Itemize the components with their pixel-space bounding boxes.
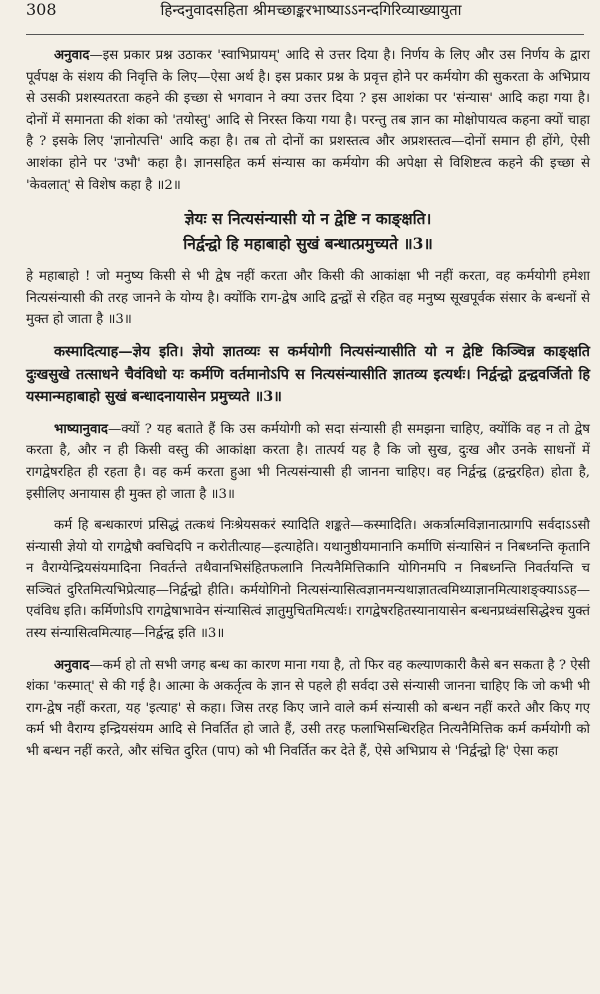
anuvad-2-text: —कर्म हो तो सभी जगह बन्ध का कारण माना गया है, तो फिर वह कल्याणकारी कैसे बन सकता है ? ऐसी शंका 'कस्मात्' से की गई है। आत्मा के अकर्तृत्व के ज्ञान से पहले ही सर्वदा उसे संन्यासी जानना चाहिए कि जो कभी भी राग-द्वेष नहीं करता, यह 'इत्याह' से कहा। जिस तरह किए जाने वाले कर्म संन्यासी को बन्धन नहीं करते और किए गए कर्म भी वैराग्य इन्द्रियसंयम आदि से निवर्तित हो जाते हैं, उसी तरह फलाभिसन्धिरहित नित्यनैमित्तिक कर्म कर्मयोगी को भी बन्धन नहीं करते, और संचित दुरित (पाप) को भी निवर्तित कर देते हैं, ऐसे अभिप्राय से 'निर्द्वन्द्वो हि' ऐसा कहा — [26, 657, 590, 760]
bhashyanuvad-text: —क्यों ? यह बताते हैं कि उस कर्मयोगी को सदा संन्यासी ही समझना चाहिए, क्योंकि वह न तो द्वेष करता है, और न ही किसी वस्तु की आकांक्षा करता है। तात्पर्य यह है कि जो सुख, दुःख और उनके साधनों में रागद्वेषरहित ही रहता है। वह कर्म करता हुआ भी नित्यसंन्यासी ही जानना चाहिए। वह निर्द्वन्द्व (द्वन्द्वरहित) होता है, इसीलिए अनायास ही मुक्त हो जाता है ॥3॥ — [26, 421, 590, 502]
bhashyanuvad-paragraph — [26, 419, 590, 505]
bhashya-text: कस्मादित्याह—ज्ञेय इति। ज्ञेयो ज्ञातव्यः स कर्मयोगी नित्यसंन्यासीति यो न द्वेष्टि किञ्चिन्न काङ्क्षति दुःखसुखे तत्साधने चैवंविधो यः कर्मणि वर्तमानोऽपि स नित्यसंन्यासीति ज्ञातव्य इत्यर्थः। निर्द्वन्द्वो द्वन्द्ववर्जितो हि यस्मान्महाबाहो सुखं बन्धादनायासेन प्रमुच्यते ॥3॥ — [26, 342, 590, 406]
bhashyanuvad-label: भाष्यानुवाद — [54, 421, 108, 437]
page-header — [26, 0, 584, 35]
tika-paragraph — [26, 515, 590, 645]
running-title: हिन्दनुवादसहिता श्रीमच्छाङ्करभाष्याऽऽनन्दगिरिव्याख्यायुता — [160, 1, 462, 19]
verse-line-1: ज्ञेयः स नित्यसंन्यासी यो न द्वेष्टि न काङ्क्षति। — [184, 209, 432, 229]
anuvad-text: —इस प्रकार प्रश्न उठाकर 'स्वाभिप्रायम्' आदि से उत्तर दिया है। निर्णय के लिए और उस निर्णय के द्वारा पूर्वपक्ष के संशय की निवृत्ति के लिए—ऐसा अर्थ है। इस प्रकार प्रश्न के प्रवृत्त होने पर कर्मयोग की सुकरता के अभिप्राय से उसकी प्रशस्यतरता कहने की इच्छा से भगवान ने क्या उत्तर दिया ? इस आशंका पर 'संन्यास' आदि कहा गया है। दोनों में समानता की शंका को 'तयोस्तु' आदि से निरस्त किया गया है। परन्तु तब ज्ञान का मोक्षोपायत्व कहना क्यों चाहा है ? इसके लिए 'ज्ञानोत्पत्ति' आदि कहा है। तब तो दोनों का प्रशस्तत्व और अप्रशस्तत्व—दोनों समान ही होंगे, ऐसी आशंका होने पर 'उभौ' कहा है। ज्ञानसहित कर्म संन्यास का कर्मयोग की अपेक्षा से विशिष्टत्व कहने की इच्छा से 'केवलात्' से विशेष कहा है ॥2॥ — [26, 48, 590, 193]
translation-text: हे महाबाहो ! जो मनुष्य किसी से भी द्वेष नहीं करता और किसी की आकांक्षा भी नहीं करता, वह कर्मयोगी हमेशा नित्यसंन्यासी की तरह जानने के योग्य है। क्योंकि राग-द्वेष आदि द्वन्द्वों से रहित वह मनुष्य सूखपूर्वक संसार के बन्धनों से मुक्त हो जाता है ॥3॥ — [26, 269, 590, 328]
verse-line-2: निर्द्वन्द्वो हि महाबाहो सुखं बन्धात्प्रमुच्यते ॥3॥ — [183, 234, 433, 254]
anuvad-label: अनुवाद — [54, 48, 90, 63]
anuvad-paragraph-1 — [26, 45, 590, 196]
translation-paragraph — [26, 266, 590, 331]
page-number: 308 — [26, 0, 57, 19]
anuvad-paragraph-2 — [26, 655, 590, 763]
verse-block — [26, 206, 590, 256]
anuvad-2-label: अनुवाद — [54, 657, 90, 673]
tika-text: कर्म हि बन्धकारणं प्रसिद्धं तत्कथं निःश्रेयसकरं स्यादिति शङ्कते—कस्मादिति। अकर्त्रात्मविज्ञानात्प्रागपि सर्वदाऽऽसौ संन्यासी ज्ञेयो यो रागद्वेषौ क्वचिदपि न करोतीत्याह—इत्याहेति। यथानुष्ठीयमानानि कर्माणि संन्यासिनं न निबध्नन्ति कृतानि न वैराग्येन्द्रियसंयमादिना निवर्तन्ते तथैवानभिसंहितफलानि नित्यनैमित्तिकानि योगिनमपि न निबध्नन्ति निवर्तयन्ति च सञ्चितं दुरितमित्यभिप्रेत्याह—निर्द्वन्द्वो हीति। कर्मयोगिनो नित्यसंन्यासित्वज्ञानमन्यथाज्ञातत्वमिथ्याज्ञानमित्याशङ्क्याऽऽह—एवंविध इति। कर्मिणोऽपि रागद्वेषाभावेन संन्यासित्वं ज्ञातुमुचितमित्यर्थः। रागद्वेषरहितस्यानायासेन बन्धनप्रध्वंससिद्धेश्च युक्तं तस्य संन्यासित्वमित्याह—निर्द्वन्द्व इति ॥3॥ — [26, 518, 590, 642]
bhashya-paragraph — [26, 341, 590, 409]
